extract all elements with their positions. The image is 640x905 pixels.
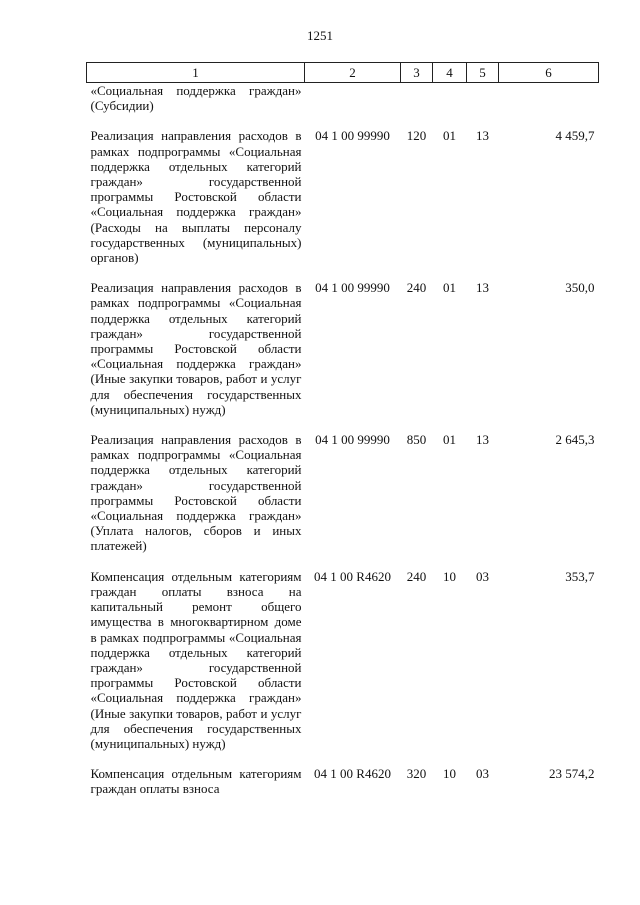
row-name: Реализация направления расходов в рамках подпрограммы «Социальная поддержка отдельных категорий граждан» государственной программы Ростовской области «Социальная поддержка граждан» (Иные закупки товаров, работ и услуг для обеспечения государственных (муниципальных) нужд) <box>90 280 302 417</box>
row-code: 04 1 00 99990 <box>315 128 390 144</box>
row-col4: 10 <box>443 766 456 782</box>
row-amount: 350,0 <box>565 280 595 296</box>
row-col3: 120 <box>406 128 427 144</box>
row-col4 <box>433 83 467 118</box>
row-name: «Социальная поддержка граждан» (Субсидии) <box>90 83 302 114</box>
column-header-1: 1 <box>87 63 305 83</box>
column-header-3: 3 <box>401 63 433 83</box>
row-col3 <box>401 83 433 118</box>
row-code <box>305 83 401 118</box>
row-name: Компенсация отдельным категориям граждан оплаты взноса <box>90 766 302 797</box>
row-col4: 01 <box>443 432 456 448</box>
row-col3: 240 <box>406 568 427 584</box>
row-col5: 03 <box>476 568 489 584</box>
row-amount: 2 645,3 <box>555 432 595 448</box>
row-col4: 10 <box>443 568 456 584</box>
row-col3: 320 <box>406 766 427 782</box>
column-header-2: 2 <box>305 63 401 83</box>
table-row <box>87 83 599 118</box>
row-code: 04 1 00 99990 <box>315 432 390 448</box>
budget-table <box>86 62 599 801</box>
column-header-6: 6 <box>499 63 599 83</box>
row-col5: 13 <box>476 128 489 144</box>
table-row <box>87 117 599 269</box>
table-header <box>87 63 599 83</box>
table-row <box>87 755 599 800</box>
table-row <box>87 269 599 421</box>
column-header-4: 4 <box>433 63 467 83</box>
row-code: 04 1 00 R4620 <box>314 766 391 782</box>
row-amount <box>499 83 599 118</box>
row-col3: 850 <box>406 432 427 448</box>
row-amount: 23 574,2 <box>549 766 595 782</box>
row-col3: 240 <box>406 280 427 296</box>
row-col5 <box>467 83 499 118</box>
row-col5: 13 <box>476 280 489 296</box>
row-code: 04 1 00 R4620 <box>314 568 391 584</box>
row-amount: 353,7 <box>565 568 595 584</box>
row-col5: 13 <box>476 432 489 448</box>
row-name: Реализация направления расходов в рамках подпрограммы «Социальная поддержка отдельных категорий граждан» государственной программы Ростовской области «Социальная поддержка граждан» (Уплата налогов, сборов и иных платежей) <box>90 432 302 554</box>
table-row <box>87 421 599 558</box>
row-col4: 01 <box>443 280 456 296</box>
table-row <box>87 558 599 755</box>
row-name: Реализация направления расходов в рамках подпрограммы «Социальная поддержка отдельных категорий граждан» государственной программы Ростовской области «Социальная поддержка граждан» (Расходы на выплаты персоналу государственных (муниципальных) органов) <box>90 128 302 266</box>
page-number: 1251 <box>307 28 333 43</box>
row-code: 04 1 00 99990 <box>315 280 390 296</box>
column-header-5: 5 <box>467 63 499 83</box>
row-col4: 01 <box>443 128 456 144</box>
row-name: Компенсация отдельным категориям граждан оплаты взноса на капитальный ремонт общего имущества в многоквартирном доме в рамках подпрограммы «Социальная поддержка отдельных категорий граждан» государственной программы Ростовской области «Социальная поддержка граждан» (Иные закупки товаров, работ и услуг для обеспечения государственных (муниципальных) нужд) <box>90 568 302 751</box>
row-col5: 03 <box>476 766 489 782</box>
row-amount: 4 459,7 <box>555 128 595 144</box>
